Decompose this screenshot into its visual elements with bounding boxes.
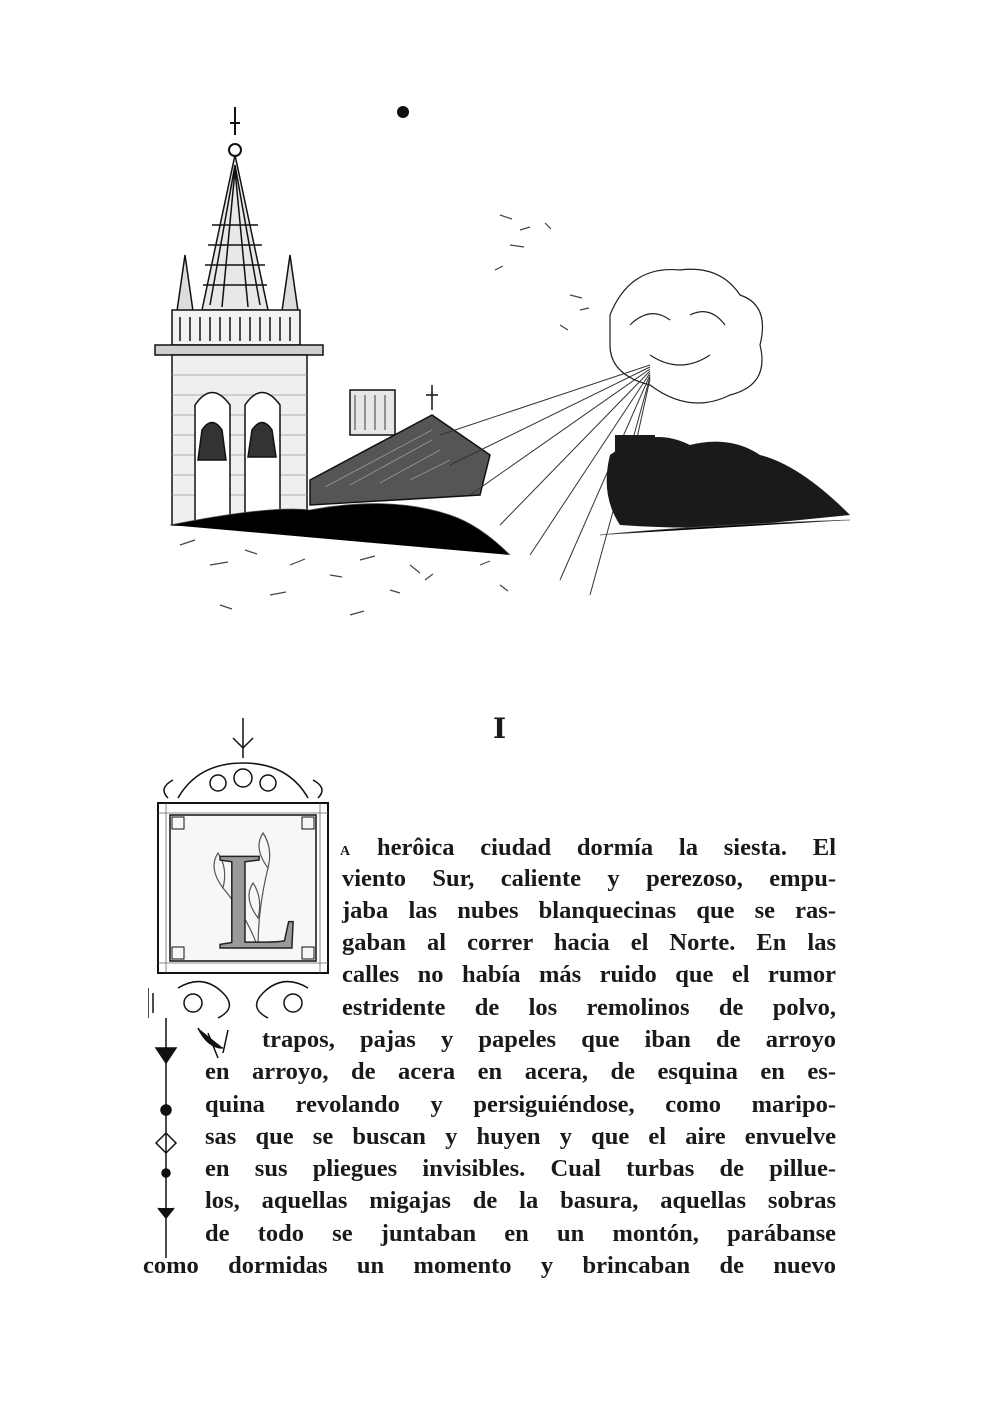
text-line-6: estridente de los remolinos de polvo, xyxy=(342,994,836,1021)
text-line-12: los, aquellas migajas de la basura, aquellas sobras xyxy=(205,1187,836,1214)
dark-foliage xyxy=(607,435,850,528)
text-line-13: de todo se juntaban en un montón, parábanse xyxy=(205,1220,836,1247)
church-tower-wind-illustration xyxy=(150,95,870,640)
first-line-cap: A xyxy=(340,844,352,859)
text-line-7: trapos, pajas y papeles que iban de arroyo xyxy=(262,1026,836,1053)
text-line-9: quina revolando y persiguiéndose, como maripo- xyxy=(205,1091,836,1118)
drop-cap-letter: L xyxy=(216,824,302,979)
text-line-1: A herôica ciudad dormía la siesta. El xyxy=(340,834,837,861)
text-line-3: jaba las nubes blanquecinas que se ras- xyxy=(342,897,836,924)
sun-dot-icon xyxy=(397,106,409,118)
wind-cloud xyxy=(610,269,763,403)
text-line-4: gaban al correr hacia el Norte. En las xyxy=(342,929,836,956)
tower-body xyxy=(172,355,307,525)
text-line-8: en arroyo, de acera en acera, de esquina en es- xyxy=(205,1058,836,1085)
tower-spire xyxy=(175,155,300,325)
church-building xyxy=(310,385,490,505)
text-line-14: como dormidas un momento y brincaban de nuevo xyxy=(143,1252,836,1279)
text-line-2: viento Sur, caliente y perezoso, empu- xyxy=(342,865,836,892)
text-line-5: calles no había más ruido que el rumor xyxy=(342,961,836,988)
chapter-number: I xyxy=(492,712,508,745)
scroll-ornament xyxy=(148,982,308,1018)
tower-cross-icon xyxy=(230,107,240,135)
tower-balcony xyxy=(155,310,323,355)
finial-ornament xyxy=(164,718,322,798)
text-line-10: sas que se buscan y huyen y que el aire envuelve xyxy=(205,1123,836,1150)
text-line-11: en sus pliegues invisibles. Cual turbas de pillue- xyxy=(205,1155,836,1182)
